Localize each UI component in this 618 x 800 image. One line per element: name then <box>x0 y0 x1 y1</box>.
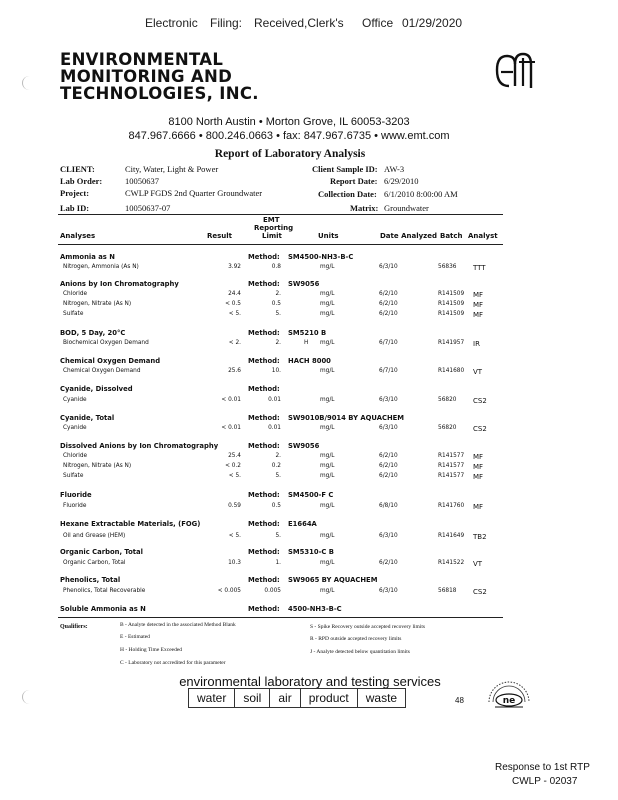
method-value: SM5210 B <box>288 329 327 337</box>
sample-id-label: Client Sample ID: <box>312 164 378 174</box>
method-label: Method: <box>248 280 280 288</box>
table-bottom-rule <box>58 617 503 618</box>
section-hexane-extractable <box>58 520 508 548</box>
sample-id-value: AW-3 <box>384 164 405 174</box>
qualifier-b: B - Analyte detected in the associated Method Blank <box>120 622 236 628</box>
company-contact: 847.967.6666 • 800.246.0663 • fax: 847.967.6735 • www.emt.com <box>128 130 450 142</box>
section-name: Anions by Ion Chromatography <box>60 280 179 288</box>
section-cyanide-dissolved <box>58 385 508 413</box>
table-row: Chemical Oxygen Demand 25.6 10. mg/L 6/7/10 R141680 VT <box>63 368 483 376</box>
section-name: Soluble Ammonia as N <box>60 605 146 613</box>
col-result: Result <box>207 232 233 240</box>
document-number: CWLP - 02037 <box>512 776 578 787</box>
lab-order-value: 10050637 <box>125 176 159 186</box>
method-label: Method: <box>248 414 280 422</box>
section-name: BOD, 5 Day, 20°C <box>60 329 126 337</box>
qualifier-c: C - Laboratory not accredited for this parameter <box>120 660 226 666</box>
table-row: Cyanide < 0.01 0.01 mg/L 6/3/10 56820 CS2 <box>63 397 487 405</box>
method-value: SW9010B/9014 BY AQUACHEM <box>288 414 405 422</box>
method-label: Method: <box>248 548 280 556</box>
lab-order-label: Lab Order: <box>60 176 103 186</box>
binder-hole-bottom <box>22 690 37 704</box>
section-soluble-ammonia <box>58 605 508 617</box>
section-name: Chemical Oxygen Demand <box>60 357 161 365</box>
table-row: Sulfate < 5. 5. mg/L 6/2/10 R141577 MF <box>63 473 484 481</box>
method-label: Method: <box>248 491 280 499</box>
table-row: Oil and Grease (HEM) < 5. 5. mg/L 6/3/10 R141649 TB2 <box>63 533 487 541</box>
table-row: Sulfate < 5. 5. mg/L 6/2/10 R141509 MF <box>63 311 484 319</box>
col-units: Units <box>318 232 339 240</box>
qualifier-s: S - Spike Recovery outside accepted recovery limits <box>310 624 426 630</box>
table-row: Biochemical Oxygen Demand < 2. 2. H mg/L 6/7/10 R141957 IR <box>63 340 480 348</box>
client-label: CLIENT: <box>60 164 95 174</box>
col-reporting: Reporting <box>254 224 294 232</box>
emt-logo-icon <box>493 50 539 97</box>
qualifier-flag: H <box>304 340 309 346</box>
project-label: Project: <box>60 188 90 198</box>
method-value: SW9056 <box>288 442 320 450</box>
section-organic-carbon <box>58 548 508 576</box>
table-row: Nitrogen, Nitrate (As N) < 0.5 0.5 mg/L 6/2/10 R141509 MF <box>63 301 484 309</box>
client-value: City, Water, Light & Power <box>125 164 219 174</box>
qualifier-h: H - Holding Time Exceeded <box>120 647 183 653</box>
qualifier-e: E - Estimated <box>120 634 150 640</box>
col-analyst: Analyst <box>468 232 498 240</box>
method-label: Method: <box>248 385 280 393</box>
section-name: Phenolics, Total <box>60 576 121 584</box>
table-row: Nitrogen, Ammonia (As N) 3.92 0.8 mg/L 6/3/10 56836 TTT <box>63 264 486 272</box>
nelac-seal-icon <box>483 672 535 717</box>
filing-header-received: Received,Clerk's <box>254 16 344 30</box>
section-name: Cyanide, Dissolved <box>60 385 133 393</box>
qualifier-r: R - RPD outside accepted recovery limits <box>310 636 402 642</box>
section-cod <box>58 357 508 385</box>
section-anions-ic <box>58 280 508 319</box>
report-date-label: Report Date: <box>330 176 378 186</box>
method-value: SM4500-NH3-B-C <box>288 253 354 261</box>
company-name-line3: TECHNOLOGIES, INC. <box>60 84 259 103</box>
method-value: HACH 8000 <box>288 357 331 365</box>
table-row: Phenolics, Total Recoverable < 0.005 0.005 mg/L 6/3/10 56818 CS2 <box>63 588 487 596</box>
service-product: product <box>300 689 357 707</box>
method-label: Method: <box>248 520 280 528</box>
table-row: Fluoride 0.59 0.5 mg/L 6/8/10 R141760 MF <box>63 503 484 511</box>
method-value: SM5310-C B <box>288 548 334 556</box>
section-name: Ammonia as N <box>60 253 115 261</box>
table-row: Chloride 25.4 2. mg/L 6/2/10 R141577 MF <box>63 453 484 461</box>
filing-header-date: 01/29/2020 <box>402 16 463 30</box>
service-waste: waste <box>357 689 406 707</box>
report-date-value: 6/29/2010 <box>384 176 419 186</box>
col-emt: EMT <box>263 216 280 224</box>
method-label: Method: <box>248 253 280 261</box>
section-ammonia <box>58 253 508 281</box>
response-note: Response to 1st RTP <box>495 762 590 773</box>
section-dissolved-anions <box>58 442 508 481</box>
method-value: E1664A <box>288 520 317 528</box>
col-analyses: Analyses <box>60 232 96 240</box>
filing-header-office: Office <box>362 16 394 30</box>
table-row: Cyanide < 0.01 0.01 mg/L 6/3/10 56820 CS2 <box>63 425 487 433</box>
header-rule <box>58 214 503 215</box>
footer-tagline: environmental laboratory and testing services <box>179 674 441 689</box>
method-label: Method: <box>248 329 280 337</box>
company-name-line1: ENVIRONMENTAL <box>60 50 224 69</box>
matrix-value: Groundwater <box>384 203 429 213</box>
method-value: SW9056 <box>288 280 320 288</box>
method-label: Method: <box>248 442 280 450</box>
filing-header-electronic: Electronic <box>145 16 198 30</box>
section-name: Cyanide, Total <box>60 414 115 422</box>
services-bar <box>188 688 406 708</box>
report-title: Report of Laboratory Analysis <box>214 148 366 160</box>
col-date-analyzed: Date Analyzed <box>380 232 437 240</box>
page-number: 48 <box>455 696 464 705</box>
service-air: air <box>269 689 299 707</box>
filing-header-filing: Filing: <box>210 16 243 30</box>
section-fluoride <box>58 491 508 519</box>
company-address: 8100 North Austin • Morton Grove, IL 60053-3203 <box>168 116 410 128</box>
method-value: 4500-NH3-B-C <box>288 605 342 613</box>
section-name: Dissolved Anions by Ion Chromatography <box>60 442 219 450</box>
column-rule <box>58 244 503 245</box>
project-value: CWLP FGDS 2nd Quarter Groundwater <box>125 188 263 198</box>
table-row: Organic Carbon, Total 10.3 1. mg/L 6/2/10 R141522 VT <box>63 560 483 568</box>
section-name: Hexane Extractable Materials, (FOG) <box>60 520 201 528</box>
section-cyanide-total <box>58 414 508 442</box>
method-label: Method: <box>248 357 280 365</box>
section-name: Fluoride <box>60 491 92 499</box>
qualifiers-label: Qualifiers: <box>60 624 88 630</box>
svg-text:ne: ne <box>502 696 516 706</box>
lab-id-value: 10050637-07 <box>125 203 171 213</box>
table-row: Chloride 24.4 2. mg/L 6/2/10 R141509 MF <box>63 291 484 299</box>
section-bod <box>58 329 508 357</box>
table-row: Nitrogen, Nitrate (As N) < 0.2 0.2 mg/L 6/2/10 R141577 MF <box>63 463 484 471</box>
section-phenolics <box>58 576 508 604</box>
collection-date-value: 6/1/2010 8:00:00 AM <box>384 189 458 199</box>
collection-date-label: Collection Date: <box>318 189 377 199</box>
qualifier-j: J - Analyte detected below quantitation limits <box>310 649 410 655</box>
binder-hole-top <box>22 76 37 90</box>
company-name-line2: MONITORING AND <box>60 67 233 86</box>
col-limit: Limit <box>262 232 282 240</box>
method-value: SW9065 BY AQUACHEM <box>288 576 378 584</box>
method-value: SM4500-F C <box>288 491 334 499</box>
lab-id-label: Lab ID: <box>60 203 90 213</box>
matrix-label: Matrix: <box>350 203 379 213</box>
method-label: Method: <box>248 576 280 584</box>
section-name: Organic Carbon, Total <box>60 548 143 556</box>
method-label: Method: <box>248 605 280 613</box>
service-soil: soil <box>234 689 269 707</box>
col-batch: Batch <box>440 232 463 240</box>
service-water: water <box>188 689 234 707</box>
